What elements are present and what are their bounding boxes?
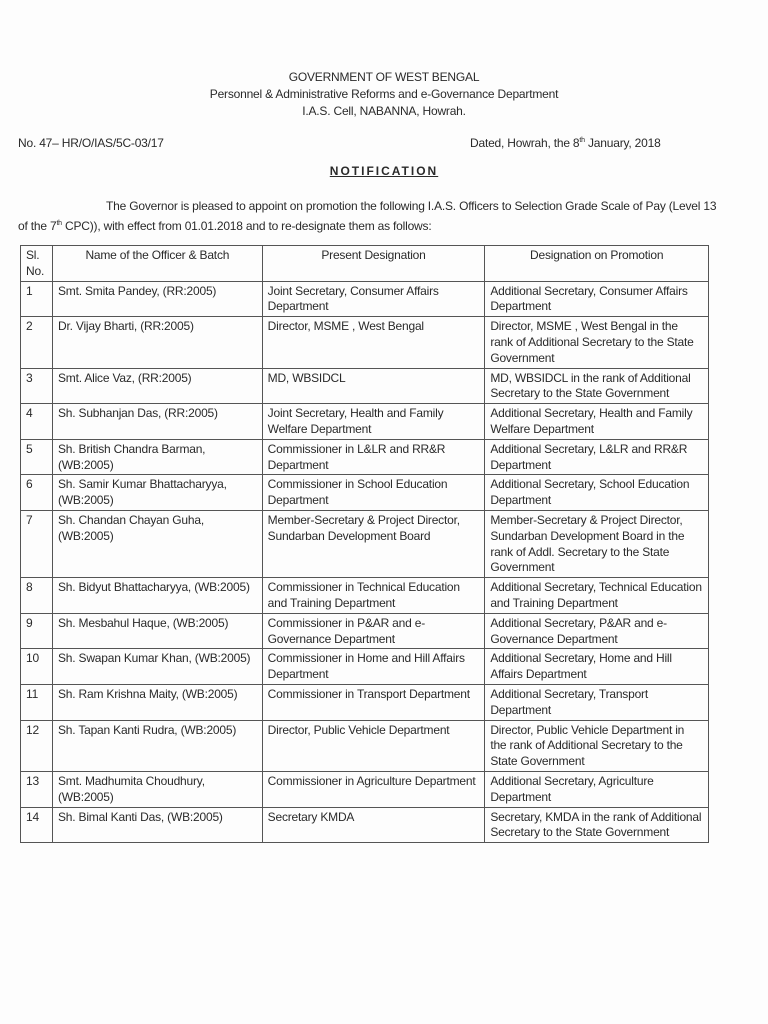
- cell-promotion-designation: Additional Secretary, Technical Education and Training Department: [485, 578, 709, 614]
- header-sl-no: Sl. No.: [21, 246, 53, 282]
- table-row: [21, 771, 709, 807]
- header-promotion-designation: Designation on Promotion: [485, 246, 709, 282]
- table-row: [21, 578, 709, 614]
- cell-sl-no: 13: [21, 771, 53, 807]
- para-text-1: The Governor is pleased to appoint on promotion the following I.A.S. Officers to Selection Grade Scale of Pay (Level 13 of the 7: [18, 199, 717, 233]
- cell-officer-name: Sh. Samir Kumar Bhattacharyya, (WB:2005): [52, 475, 262, 511]
- notification-paragraph: [18, 198, 718, 235]
- cell-sl-no: 11: [21, 684, 53, 720]
- header-name: Name of the Officer & Batch: [52, 246, 262, 282]
- table-row: [21, 281, 709, 317]
- cell-promotion-designation: Member-Secretary & Project Director, Sundarban Development Board in the rank of Addl. Secretary to the State Government: [485, 510, 709, 577]
- table-row: [21, 475, 709, 511]
- cell-sl-no: 5: [21, 439, 53, 475]
- cell-present-designation: Commissioner in Technical Education and Training Department: [262, 578, 485, 614]
- cell-present-designation: Commissioner in Home and Hill Affairs Department: [262, 649, 485, 685]
- cell-officer-name: Dr. Vijay Bharti, (RR:2005): [52, 317, 262, 368]
- table-header-row: [21, 246, 709, 282]
- date-line: [470, 136, 661, 150]
- cell-promotion-designation: Additional Secretary, Health and Family Welfare Department: [485, 404, 709, 440]
- cell-present-designation: Commissioner in School Education Department: [262, 475, 485, 511]
- cell-officer-name: Sh. Bimal Kanti Das, (WB:2005): [52, 807, 262, 843]
- cell-promotion-designation: Additional Secretary, Home and Hill Affairs Department: [485, 649, 709, 685]
- table-row: [21, 439, 709, 475]
- header-government: GOVERNMENT OF WEST BENGAL: [288, 70, 480, 84]
- cell-present-designation: Commissioner in L&LR and RR&R Department: [262, 439, 485, 475]
- cell-present-designation: MD, WBSIDCL: [262, 368, 485, 404]
- cell-officer-name: Sh. Bidyut Bhattacharyya, (WB:2005): [52, 578, 262, 614]
- cell-present-designation: Commissioner in Agriculture Department: [262, 771, 485, 807]
- cell-promotion-designation: Additional Secretary, Transport Department: [485, 684, 709, 720]
- header-cell: I.A.S. Cell, NABANNA, Howrah.: [302, 104, 466, 118]
- cell-officer-name: Sh. Ram Krishna Maity, (WB:2005): [52, 684, 262, 720]
- cell-officer-name: Smt. Alice Vaz, (RR:2005): [52, 368, 262, 404]
- header-department: Personnel & Administrative Reforms and e-Governance Department: [209, 87, 559, 101]
- cell-present-designation: Director, Public Vehicle Department: [262, 720, 485, 771]
- cell-officer-name: Sh. Swapan Kumar Khan, (WB:2005): [52, 649, 262, 685]
- table-row: [21, 649, 709, 685]
- cell-promotion-designation: Additional Secretary, School Education Department: [485, 475, 709, 511]
- date-prefix: Dated, Howrah, the 8: [470, 136, 580, 150]
- cell-sl-no: 2: [21, 317, 53, 368]
- cell-present-designation: Commissioner in P&AR and e-Governance Department: [262, 613, 485, 649]
- cell-promotion-designation: Additional Secretary, Agriculture Department: [485, 771, 709, 807]
- para-sup: th: [56, 220, 62, 227]
- cell-officer-name: Sh. Subhanjan Das, (RR:2005): [52, 404, 262, 440]
- header-present-designation: Present Designation: [262, 246, 485, 282]
- cell-officer-name: Sh. Tapan Kanti Rudra, (WB:2005): [52, 720, 262, 771]
- cell-sl-no: 1: [21, 281, 53, 317]
- cell-officer-name: Sh. Chandan Chayan Guha, (WB:2005): [52, 510, 262, 577]
- reference-number: No. 47– HR/O/IAS/5C-03/17: [18, 136, 164, 150]
- cell-present-designation: Director, MSME , West Bengal: [262, 317, 485, 368]
- cell-officer-name: Smt. Smita Pandey, (RR:2005): [52, 281, 262, 317]
- cell-officer-name: Sh. British Chandra Barman, (WB:2005): [52, 439, 262, 475]
- cell-sl-no: 7: [21, 510, 53, 577]
- cell-promotion-designation: Additional Secretary, Consumer Affairs Department: [485, 281, 709, 317]
- table-row: [21, 317, 709, 368]
- para-text-2: CPC)), with effect from 01.01.2018 and to re-designate them as follows:: [61, 219, 432, 233]
- cell-present-designation: Joint Secretary, Health and Family Welfare Department: [262, 404, 485, 440]
- cell-sl-no: 9: [21, 613, 53, 649]
- table-row: [21, 720, 709, 771]
- cell-officer-name: Smt. Madhumita Choudhury, (WB:2005): [52, 771, 262, 807]
- table-row: [21, 404, 709, 440]
- cell-sl-no: 3: [21, 368, 53, 404]
- date-sup: th: [579, 137, 585, 144]
- notification-title: NOTIFICATION: [329, 164, 439, 178]
- cell-sl-no: 8: [21, 578, 53, 614]
- cell-present-designation: Commissioner in Transport Department: [262, 684, 485, 720]
- cell-present-designation: Member-Secretary & Project Director, Sundarban Development Board: [262, 510, 485, 577]
- promotion-table: [20, 245, 709, 843]
- cell-officer-name: Sh. Mesbahul Haque, (WB:2005): [52, 613, 262, 649]
- table-row: [21, 684, 709, 720]
- date-suffix: January, 2018: [584, 136, 661, 150]
- cell-present-designation: Secretary KMDA: [262, 807, 485, 843]
- cell-sl-no: 10: [21, 649, 53, 685]
- cell-sl-no: 12: [21, 720, 53, 771]
- table-row: [21, 510, 709, 577]
- cell-promotion-designation: Additional Secretary, L&LR and RR&R Department: [485, 439, 709, 475]
- cell-present-designation: Joint Secretary, Consumer Affairs Department: [262, 281, 485, 317]
- cell-promotion-designation: Secretary, KMDA in the rank of Additional Secretary to the State Government: [485, 807, 709, 843]
- cell-sl-no: 14: [21, 807, 53, 843]
- table-row: [21, 807, 709, 843]
- cell-promotion-designation: Additional Secretary, P&AR and e-Governance Department: [485, 613, 709, 649]
- cell-promotion-designation: Director, MSME , West Bengal in the rank of Additional Secretary to the State Government: [485, 317, 709, 368]
- cell-sl-no: 6: [21, 475, 53, 511]
- cell-promotion-designation: MD, WBSIDCL in the rank of Additional Secretary to the State Government: [485, 368, 709, 404]
- cell-promotion-designation: Director, Public Vehicle Department in the rank of Additional Secretary to the State Government: [485, 720, 709, 771]
- table-row: [21, 613, 709, 649]
- cell-sl-no: 4: [21, 404, 53, 440]
- table-row: [21, 368, 709, 404]
